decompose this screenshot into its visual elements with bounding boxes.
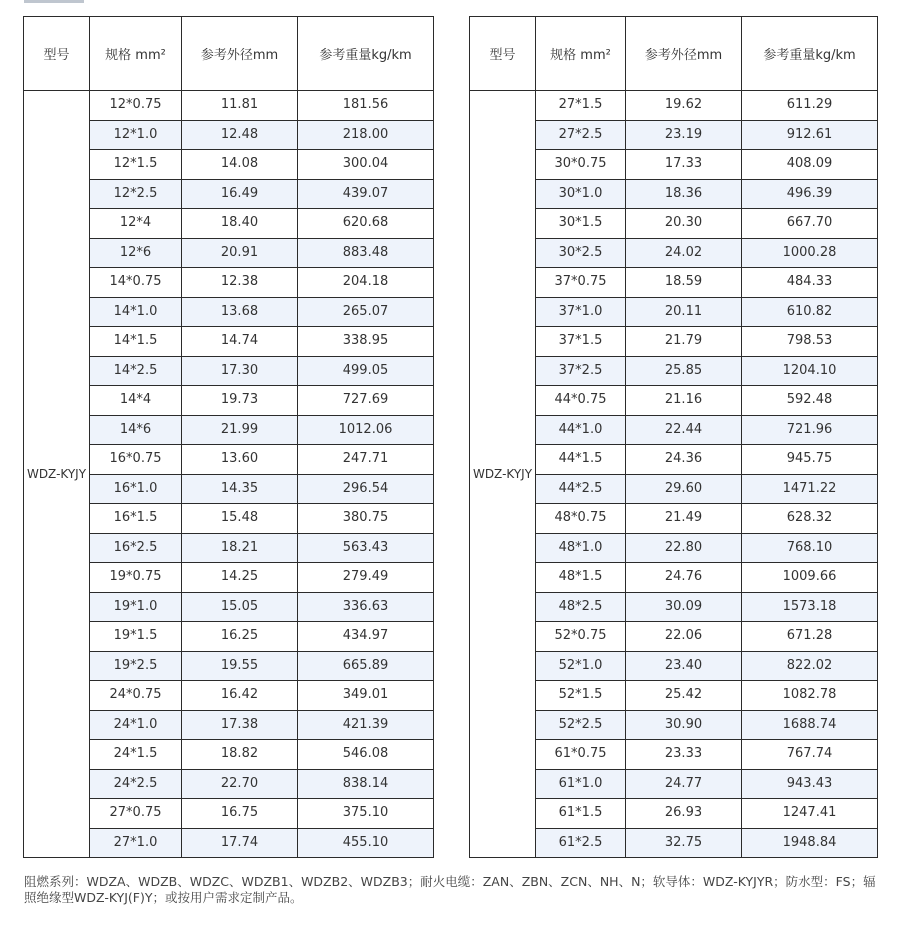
diameter-cell: 23.19 — [626, 120, 742, 150]
diameter-cell: 24.76 — [626, 563, 742, 593]
spec-cell: 14*1.5 — [90, 327, 182, 357]
diameter-cell: 14.35 — [182, 474, 298, 504]
weight-cell: 592.48 — [742, 386, 878, 416]
weight-cell: 912.61 — [742, 120, 878, 150]
weight-cell: 484.33 — [742, 268, 878, 298]
spec-cell: 61*0.75 — [536, 740, 626, 770]
diameter-cell: 14.74 — [182, 327, 298, 357]
header-spec: 规格 mm² — [536, 17, 626, 91]
diameter-cell: 13.60 — [182, 445, 298, 475]
diameter-cell: 18.40 — [182, 209, 298, 239]
weight-cell: 665.89 — [298, 651, 434, 681]
diameter-cell: 22.06 — [626, 622, 742, 652]
weight-cell: 1471.22 — [742, 474, 878, 504]
spec-cell: 48*2.5 — [536, 592, 626, 622]
diameter-cell: 21.79 — [626, 327, 742, 357]
spec-cell: 52*2.5 — [536, 710, 626, 740]
diameter-cell: 21.49 — [626, 504, 742, 534]
spec-cell: 12*0.75 — [90, 91, 182, 121]
weight-cell: 1948.84 — [742, 828, 878, 858]
diameter-cell: 24.36 — [626, 445, 742, 475]
spec-cell: 24*2.5 — [90, 769, 182, 799]
diameter-cell: 24.02 — [626, 238, 742, 268]
diameter-cell: 18.36 — [626, 179, 742, 209]
diameter-cell: 19.55 — [182, 651, 298, 681]
spec-cell: 16*1.0 — [90, 474, 182, 504]
weight-cell: 375.10 — [298, 799, 434, 829]
table-header-row — [470, 17, 878, 91]
diameter-cell: 16.75 — [182, 799, 298, 829]
spec-cell: 16*2.5 — [90, 533, 182, 563]
weight-cell: 671.28 — [742, 622, 878, 652]
diameter-cell: 15.48 — [182, 504, 298, 534]
weight-cell: 767.74 — [742, 740, 878, 770]
spec-cell: 48*0.75 — [536, 504, 626, 534]
weight-cell: 1573.18 — [742, 592, 878, 622]
spec-cell: 61*1.0 — [536, 769, 626, 799]
spec-cell: 37*1.0 — [536, 297, 626, 327]
spec-cell: 16*0.75 — [90, 445, 182, 475]
diameter-cell: 23.40 — [626, 651, 742, 681]
spec-cell: 12*2.5 — [90, 179, 182, 209]
weight-cell: 822.02 — [742, 651, 878, 681]
weight-cell: 265.07 — [298, 297, 434, 327]
diameter-cell: 21.16 — [626, 386, 742, 416]
weight-cell: 1009.66 — [742, 563, 878, 593]
spec-cell: 30*0.75 — [536, 150, 626, 180]
weight-cell: 338.95 — [298, 327, 434, 357]
diameter-cell: 21.99 — [182, 415, 298, 445]
header-weight: 参考重量kg/km — [298, 17, 434, 91]
weight-cell: 439.07 — [298, 179, 434, 209]
table-header-row — [24, 17, 434, 91]
weight-cell: 727.69 — [298, 386, 434, 416]
spec-cell: 52*0.75 — [536, 622, 626, 652]
diameter-cell: 20.30 — [626, 209, 742, 239]
spec-cell: 14*4 — [90, 386, 182, 416]
diameter-cell: 15.05 — [182, 592, 298, 622]
weight-cell: 349.01 — [298, 681, 434, 711]
weight-cell: 620.68 — [298, 209, 434, 239]
top-divider — [24, 0, 84, 3]
spec-cell: 44*2.5 — [536, 474, 626, 504]
weight-cell: 798.53 — [742, 327, 878, 357]
weight-cell: 181.56 — [298, 91, 434, 121]
diameter-cell: 12.38 — [182, 268, 298, 298]
spec-cell: 30*1.0 — [536, 179, 626, 209]
weight-cell: 1688.74 — [742, 710, 878, 740]
weight-cell: 610.82 — [742, 297, 878, 327]
spec-cell: 52*1.5 — [536, 681, 626, 711]
diameter-cell: 25.42 — [626, 681, 742, 711]
spec-cell: 16*1.5 — [90, 504, 182, 534]
spec-cell: 19*0.75 — [90, 563, 182, 593]
table-body — [470, 91, 878, 858]
header-model: 型号 — [470, 17, 536, 91]
diameter-cell: 19.62 — [626, 91, 742, 121]
spec-cell: 61*1.5 — [536, 799, 626, 829]
spec-cell: 37*1.5 — [536, 327, 626, 357]
diameter-cell: 26.93 — [626, 799, 742, 829]
diameter-cell: 18.59 — [626, 268, 742, 298]
diameter-cell: 17.33 — [626, 150, 742, 180]
weight-cell: 721.96 — [742, 415, 878, 445]
weight-cell: 380.75 — [298, 504, 434, 534]
weight-cell: 496.39 — [742, 179, 878, 209]
diameter-cell: 19.73 — [182, 386, 298, 416]
weight-cell: 883.48 — [298, 238, 434, 268]
diameter-cell: 14.25 — [182, 563, 298, 593]
weight-cell: 768.10 — [742, 533, 878, 563]
spec-cell: 27*1.0 — [90, 828, 182, 858]
diameter-cell: 30.09 — [626, 592, 742, 622]
spec-cell: 27*1.5 — [536, 91, 626, 121]
spec-cell: 19*2.5 — [90, 651, 182, 681]
weight-cell: 945.75 — [742, 445, 878, 475]
spec-cell: 14*1.0 — [90, 297, 182, 327]
header-diameter: 参考外径mm — [626, 17, 742, 91]
weight-cell: 1247.41 — [742, 799, 878, 829]
table-row — [470, 91, 878, 121]
diameter-cell: 22.70 — [182, 769, 298, 799]
diameter-cell: 11.81 — [182, 91, 298, 121]
spec-cell: 14*2.5 — [90, 356, 182, 386]
spec-cell: 12*1.5 — [90, 150, 182, 180]
weight-cell: 1204.10 — [742, 356, 878, 386]
diameter-cell: 17.38 — [182, 710, 298, 740]
spec-cell: 48*1.0 — [536, 533, 626, 563]
header-model: 型号 — [24, 17, 90, 91]
weight-cell: 499.05 — [298, 356, 434, 386]
footer-note: 阻燃系列：WDZA、WDZB、WDZC、WDZB1、WDZB2、WDZB3；耐火电缆：ZAN、ZBN、ZCN、NH、N；软导体：WDZ-KYJYR；防水型：FS；辐照绝缘型WDZ-KYJ(F)Y；或按用户需求定制产品。 — [24, 874, 876, 905]
diameter-cell: 29.60 — [626, 474, 742, 504]
table-row — [24, 91, 434, 121]
spec-cell: 44*1.5 — [536, 445, 626, 475]
diameter-cell: 22.44 — [626, 415, 742, 445]
diameter-cell: 13.68 — [182, 297, 298, 327]
spec-cell: 30*1.5 — [536, 209, 626, 239]
spec-cell: 27*0.75 — [90, 799, 182, 829]
spec-cell: 44*1.0 — [536, 415, 626, 445]
diameter-cell: 16.25 — [182, 622, 298, 652]
spec-table-right — [469, 16, 878, 858]
weight-cell: 247.71 — [298, 445, 434, 475]
spec-cell: 24*1.0 — [90, 710, 182, 740]
diameter-cell: 20.91 — [182, 238, 298, 268]
table-body — [24, 91, 434, 858]
diameter-cell: 30.90 — [626, 710, 742, 740]
weight-cell: 628.32 — [742, 504, 878, 534]
weight-cell: 204.18 — [298, 268, 434, 298]
spec-table-left — [23, 16, 434, 858]
weight-cell: 434.97 — [298, 622, 434, 652]
diameter-cell: 18.82 — [182, 740, 298, 770]
diameter-cell: 32.75 — [626, 828, 742, 858]
weight-cell: 1082.78 — [742, 681, 878, 711]
spec-cell: 19*1.5 — [90, 622, 182, 652]
spec-cell: 27*2.5 — [536, 120, 626, 150]
diameter-cell: 14.08 — [182, 150, 298, 180]
model-cell: WDZ-KYJY — [24, 91, 90, 858]
spec-cell: 24*1.5 — [90, 740, 182, 770]
diameter-cell: 18.21 — [182, 533, 298, 563]
spec-cell: 12*6 — [90, 238, 182, 268]
header-weight: 参考重量kg/km — [742, 17, 878, 91]
header-spec: 规格 mm² — [90, 17, 182, 91]
weight-cell: 838.14 — [298, 769, 434, 799]
spec-cell: 37*2.5 — [536, 356, 626, 386]
weight-cell: 1012.06 — [298, 415, 434, 445]
spec-cell: 61*2.5 — [536, 828, 626, 858]
spec-cell: 14*6 — [90, 415, 182, 445]
diameter-cell: 23.33 — [626, 740, 742, 770]
weight-cell: 336.63 — [298, 592, 434, 622]
spec-cell: 12*4 — [90, 209, 182, 239]
weight-cell: 455.10 — [298, 828, 434, 858]
weight-cell: 421.39 — [298, 710, 434, 740]
spec-cell: 12*1.0 — [90, 120, 182, 150]
model-cell: WDZ-KYJY — [470, 91, 536, 858]
spec-cell: 48*1.5 — [536, 563, 626, 593]
diameter-cell: 17.74 — [182, 828, 298, 858]
weight-cell: 300.04 — [298, 150, 434, 180]
diameter-cell: 22.80 — [626, 533, 742, 563]
weight-cell: 218.00 — [298, 120, 434, 150]
spec-cell: 37*0.75 — [536, 268, 626, 298]
weight-cell: 667.70 — [742, 209, 878, 239]
spec-cell: 24*0.75 — [90, 681, 182, 711]
spec-cell: 30*2.5 — [536, 238, 626, 268]
diameter-cell: 20.11 — [626, 297, 742, 327]
header-diameter: 参考外径mm — [182, 17, 298, 91]
diameter-cell: 16.42 — [182, 681, 298, 711]
diameter-cell: 16.49 — [182, 179, 298, 209]
weight-cell: 1000.28 — [742, 238, 878, 268]
diameter-cell: 17.30 — [182, 356, 298, 386]
weight-cell: 611.29 — [742, 91, 878, 121]
diameter-cell: 24.77 — [626, 769, 742, 799]
weight-cell: 279.49 — [298, 563, 434, 593]
weight-cell: 563.43 — [298, 533, 434, 563]
spec-cell: 44*0.75 — [536, 386, 626, 416]
spec-cell: 52*1.0 — [536, 651, 626, 681]
spec-cell: 19*1.0 — [90, 592, 182, 622]
weight-cell: 546.08 — [298, 740, 434, 770]
weight-cell: 408.09 — [742, 150, 878, 180]
weight-cell: 943.43 — [742, 769, 878, 799]
diameter-cell: 12.48 — [182, 120, 298, 150]
diameter-cell: 25.85 — [626, 356, 742, 386]
spec-cell: 14*0.75 — [90, 268, 182, 298]
weight-cell: 296.54 — [298, 474, 434, 504]
